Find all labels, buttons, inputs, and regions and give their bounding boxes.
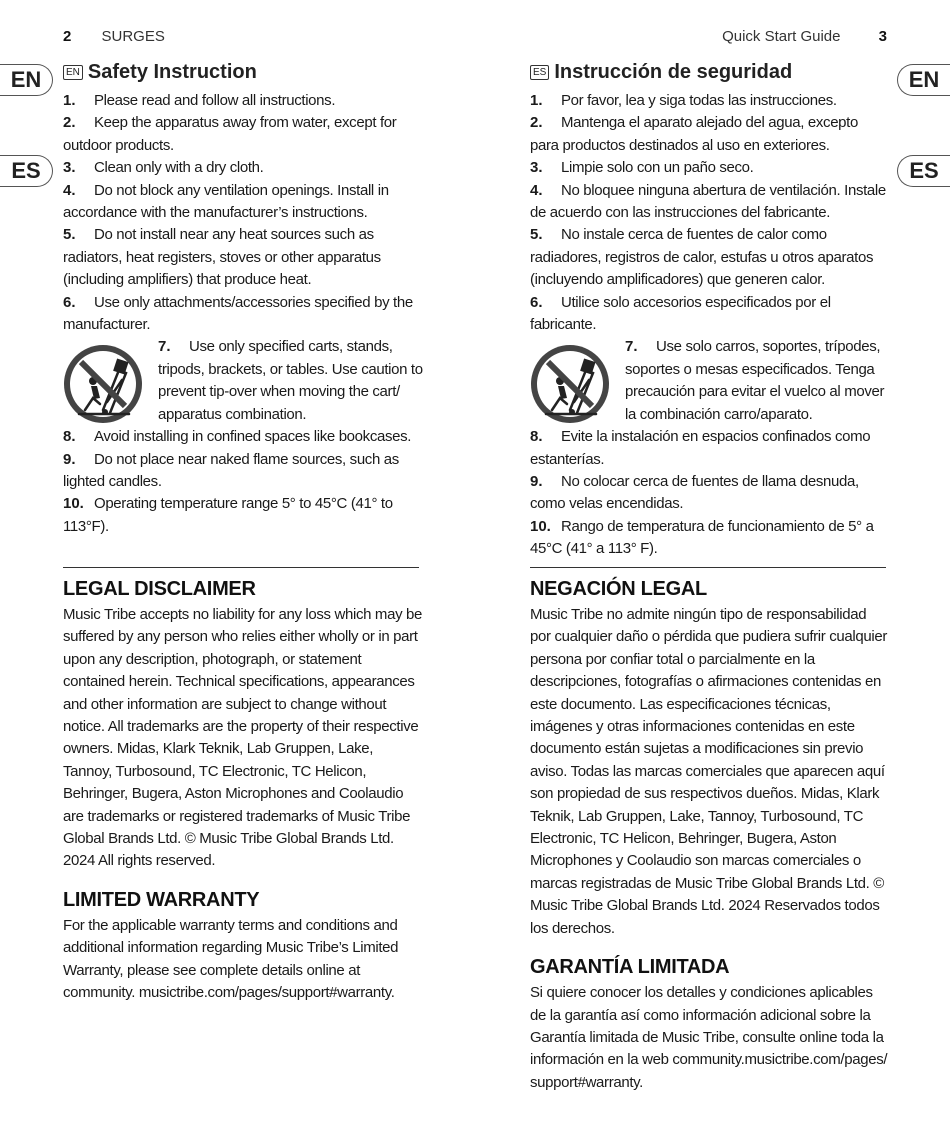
left-page-header: [63, 28, 165, 45]
list-item: 2. Keep the apparatus away from water, except for outdoor products.: [63, 114, 397, 154]
left-header-title: SURGES: [101, 28, 165, 45]
es-language-chip: ES: [530, 65, 549, 80]
list-item: 10. Rango de temperatura de funcionamiento de 5° a 45°C (41° a 113° F).: [530, 517, 874, 558]
list-item-text: 7. Use only specified carts, stands, tripods, brackets, or tables. Use caution to prevent tip-over when moving the cart/ apparatus combination.: [158, 338, 423, 423]
en-warranty-text: For the applicable warranty terms and conditions and additional information regarding Music Tribe’s Limited Warranty, please see complete details online at community. musictribe.com/pages/support#warranty.: [63, 916, 399, 1002]
tab-en-left[interactable]: EN: [0, 64, 53, 96]
right-page-header: [722, 28, 887, 45]
list-item: 4. No bloquee ninguna abertura de ventilación. Instale de acuerdo con las instrucciones del fabricante.: [530, 181, 886, 222]
es-safety-heading: [530, 59, 890, 85]
en-safety-title: Safety Instruction: [87, 60, 257, 83]
right-header-title: Quick Start Guide: [722, 28, 841, 45]
en-safety-section: [63, 59, 423, 538]
en-legal-section: [63, 578, 423, 1005]
tab-es-left[interactable]: ES: [0, 155, 53, 187]
list-item: 1. Please read and follow all instructions.: [63, 92, 336, 109]
es-safety-section: [530, 59, 890, 561]
es-section-divider: [530, 567, 886, 568]
list-item: 8. Avoid installing in confined spaces like bookcases.: [63, 428, 412, 446]
list-item: 5. No instale cerca de fuentes de calor como radiadores, registros de calor, estufas u otros aparatos (incluyendo amplificadores) que generen calor.: [530, 226, 874, 289]
es-warranty-title: GARANTÍA LIMITADA: [530, 956, 730, 979]
list-item: 1. Por favor, lea y siga todas las instrucciones.: [530, 92, 837, 109]
list-item: 4. Do not block any ventilation openings. Install in accordance with the manufacturer’s instructions.: [63, 181, 389, 222]
left-page-number: 2: [63, 28, 72, 45]
list-item: 6. Utilice solo accesorios especificados por el fabricante.: [530, 293, 831, 334]
list-item: 3. Limpie solo con un paño seco.: [530, 159, 754, 177]
en-safety-heading: [63, 59, 423, 85]
list-item: 2. Mantenga el aparato alejado del agua, excepto para productos destinados al uso en exteriores.: [530, 114, 858, 154]
cart-tipover-warning-icon: [530, 344, 610, 424]
list-item: 5. Do not install near any heat sources such as radiators, heat registers, stoves or other apparatus (including amplifiers) that produce heat.: [63, 226, 381, 289]
es-safety-title: Instrucción de seguridad: [554, 60, 793, 83]
es-legal-section: [530, 578, 890, 1094]
list-item: 3. Clean only with a dry cloth.: [63, 159, 264, 177]
en-section-divider: [63, 567, 419, 568]
en-language-chip: EN: [63, 65, 83, 80]
list-item-text: 7. Use solo carros, soportes, trípodes, soportes o mesas especificados. Tenga precaución para evitar el vuelco al mover la combinación carro/aparato.: [625, 338, 885, 423]
list-item: 8. Evite la instalación en espacios confinados como estanterías.: [530, 428, 871, 468]
tab-es-right[interactable]: ES: [897, 155, 950, 187]
list-item: [63, 336, 423, 426]
list-item: 9. No colocar cerca de fuentes de llama desnuda, como velas encendidas.: [530, 472, 859, 513]
es-legal-text: Music Tribe no admite ningún tipo de responsabilidad por cualquier daño o pérdida que pudiera sufrir cualquier persona por confiar total o parcialmente en la descripciones, fotografías o afirmaciones contenidas en este documento. Las especificaciones técnicas, imágenes y otras informaciones contenidas en este documento están sujetas a modificaciones sin previo aviso. Todas las marcas comerciales que aparecen aquí son propiedad de sus respectivos dueños. Midas, Klark Teknik, Lab Gruppen, Lake, Tannoy, Turbosound, TC Electronic, TC Helicon, Behringer, Bugera, Aston Microphones y Coolaudio son marcas comerciales o marcas registradas de Music Tribe Global Brands Ltd. © Music Tribe Global Brands Ltd. 2024 Reservados todos los derechos.: [530, 606, 887, 937]
es-warranty-text: Si quiere conocer los detalles y condiciones aplicables de la garantía así como información adicional sobre la Garantía limitada de Music Tribe, consulte online toda la información en la web community.musictribe.com/pages/ support#warranty.: [530, 984, 888, 1091]
list-item: 9. Do not place near naked flame sources, such as lighted candles.: [63, 450, 399, 490]
list-item: 10. Operating temperature range 5° to 45°C (41° to 113°F).: [63, 495, 393, 535]
tab-en-right[interactable]: EN: [897, 64, 950, 96]
en-legal-title: LEGAL DISCLAIMER: [63, 578, 256, 600]
en-warranty-title: LIMITED WARRANTY: [63, 888, 260, 911]
list-item: 6. Use only attachments/accessories specified by the manufacturer.: [63, 293, 413, 334]
en-safety-list: [63, 90, 423, 538]
en-legal-text: Music Tribe accepts no liability for any loss which may be suffered by any person who relies either wholly or in part upon any description, photograph, or statement contained herein. Technical specifications, appearances and other information are subject to change without notice. All trademarks are the property of their respective owners. Midas, Klark Teknik, Lab Gruppen, Lake, Tannoy, Turbosound, TC Electronic, TC Helicon, Behringer, Bugera, Aston Microphones and Coolaudio are trademarks or registered trademarks of Music Tribe Global Brands Ltd. © Music Tribe Global Brands Ltd. 2024 All rights reserved.: [63, 606, 423, 870]
list-item: [530, 336, 890, 426]
es-safety-list: [530, 90, 890, 561]
es-legal-title: NEGACIÓN LEGAL: [530, 578, 707, 600]
right-page-number: 3: [878, 28, 887, 45]
cart-tipover-warning-icon: [63, 344, 143, 424]
